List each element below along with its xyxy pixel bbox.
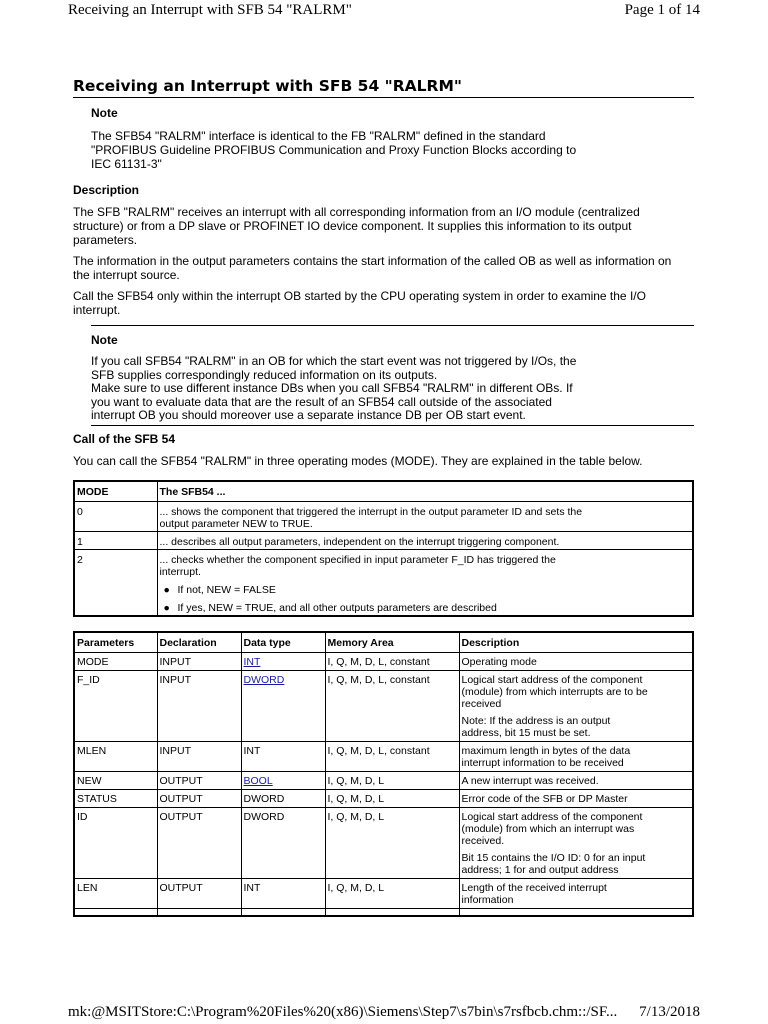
table-cell: Operating mode	[459, 652, 693, 670]
table-cell: LEN	[74, 878, 157, 908]
table-header-cell: MODE	[74, 481, 157, 502]
table-cell: INPUT	[157, 741, 241, 771]
table-cell: I, Q, M, D, L, constant	[325, 741, 459, 771]
table-cell	[241, 908, 325, 916]
mode-table	[73, 480, 694, 617]
note-heading: Note	[91, 106, 118, 120]
table-cell: OUTPUT	[157, 878, 241, 908]
table-cell: I, Q, M, D, L	[325, 878, 459, 908]
table-cell: OUTPUT	[157, 807, 241, 878]
call-paragraph: You can call the SFB54 "RALRM" in three operating modes (MODE). They are explained in the table below.	[73, 453, 643, 468]
list-item: ● If yes, NEW = TRUE, and all other outputs parameters are described	[163, 601, 497, 614]
table-row	[74, 501, 693, 531]
table-row	[74, 549, 693, 616]
print-header-title: Receiving an Interrupt with SFB 54 "RALRM"	[68, 2, 352, 18]
table-row	[74, 531, 693, 549]
table-cell: Logical start address of the component (module) from which an interrupt was received. Bit 15 contains the I/O ID: 0 for an input address; 1 for and output address	[459, 807, 693, 878]
table-cell	[241, 670, 325, 741]
table-row	[74, 789, 693, 807]
table-cell: I, Q, M, D, L	[325, 771, 459, 789]
table-header-cell: Declaration	[157, 632, 241, 653]
print-footer-date: 7/13/2018	[639, 1004, 700, 1020]
table-cell: INT	[241, 741, 325, 771]
table-cell: STATUS	[74, 789, 157, 807]
table-cell: maximum length in bytes of the data interrupt information to be received	[459, 741, 693, 771]
table-row	[74, 908, 693, 916]
table-cell: INT	[241, 878, 325, 908]
note-heading: Note	[91, 333, 118, 347]
table-row	[74, 670, 693, 741]
table-cell: Error code of the SFB or DP Master	[459, 789, 693, 807]
table-header-row	[74, 481, 693, 502]
page-title: Receiving an Interrupt with SFB 54 "RALRM"	[73, 76, 694, 98]
table-cell	[74, 908, 157, 916]
table-cell: A new interrupt was received.	[459, 771, 693, 789]
note-text: If you call SFB54 "RALRM" in an OB for which the start event was not triggered by I/Os, the SFB supplies correspondingly reduced information on its outputs. Make sure to use different instance DBs when you call SFB54 "RALRM" in different OBs. If you want to evaluate data that are the result of an SFB54 call outside of the associated interrupt OB you should moreover use a separate instance DB per OB start event.	[91, 354, 577, 422]
table-header-cell: Parameters	[74, 632, 157, 653]
table-cell: ... checks whether the component specified in input parameter F_ID has triggered the interrupt. ● If not, NEW = FALSE ● If yes, NEW = TRUE, and all other outputs parameters are described	[157, 549, 693, 616]
description-heading: Description	[73, 183, 140, 197]
table-cell: OUTPUT	[157, 789, 241, 807]
note-block-1	[91, 106, 694, 171]
table-row	[74, 652, 693, 670]
list-item: ● If not, NEW = FALSE	[163, 583, 276, 596]
data-type-link[interactable]: DWORD	[243, 673, 285, 686]
table-cell	[241, 771, 325, 789]
bullet-icon: ●	[163, 601, 170, 614]
table-cell	[459, 908, 693, 916]
cell-note: Bit 15 contains the I/O ID: 0 for an input address; 1 for and output address	[461, 851, 646, 876]
table-cell: 0	[74, 501, 157, 531]
print-header-page-number: Page 1 of 14	[624, 2, 700, 18]
table-cell: Logical start address of the component (module) from which interrupts are to be received Note: If the address is an output address, bit 15 must be set.	[459, 670, 693, 741]
print-header	[68, 2, 700, 22]
table-header-cell: Memory Area	[325, 632, 459, 653]
table-cell	[325, 908, 459, 916]
table-cell: 1	[74, 531, 157, 549]
data-type-link[interactable]: INT	[243, 655, 261, 668]
table-cell: ... describes all output parameters, independent on the interrupt triggering component.	[157, 531, 693, 549]
note-text: The SFB54 "RALRM" interface is identical to the FB "RALRM" defined in the standard "PROFIBUS Guideline PROFIBUS Communication and Proxy Function Blocks according to IEC 61131-3"	[91, 129, 577, 171]
document-body	[73, 76, 694, 917]
print-footer-url: mk:@MSITStore:C:\Program%20Files%20(x86)\Siemens\Step7\s7bin\s7rsfbcb.chm::/SF...	[68, 1004, 618, 1020]
data-type-link[interactable]: BOOL	[243, 774, 273, 787]
table-cell: INPUT	[157, 652, 241, 670]
call-heading: Call of the SFB 54	[73, 431, 176, 446]
table-cell: ID	[74, 807, 157, 878]
table-cell: DWORD	[241, 789, 325, 807]
bullet-icon: ●	[163, 583, 170, 596]
table-cell: I, Q, M, D, L	[325, 807, 459, 878]
table-header-cell: Description	[459, 632, 693, 653]
parameter-table	[73, 631, 694, 918]
table-header-cell: The SFB54 ...	[157, 481, 693, 502]
description-paragraph: The information in the output parameters contains the start information of the called OB as well as information on the interrupt source.	[73, 254, 672, 282]
table-cell: NEW	[74, 771, 157, 789]
table-cell: 2	[74, 549, 157, 616]
table-cell	[241, 652, 325, 670]
table-cell: Length of the received interrupt information	[459, 878, 693, 908]
table-cell: I, Q, M, D, L, constant	[325, 652, 459, 670]
description-paragraph: Call the SFB54 only within the interrupt OB started by the CPU operating system in order to examine the I/O interrupt.	[73, 289, 646, 317]
table-cell: DWORD	[241, 807, 325, 878]
description-paragraph: The SFB "RALRM" receives an interrupt with all corresponding information from an I/O module (centralized structure) or from a DP slave or PROFINET IO device component. It supplies this information to its output parameters.	[73, 205, 640, 247]
table-cell: I, Q, M, D, L, constant	[325, 670, 459, 741]
table-cell: MLEN	[74, 741, 157, 771]
table-row	[74, 807, 693, 878]
table-cell	[157, 908, 241, 916]
table-cell: INPUT	[157, 670, 241, 741]
table-cell: OUTPUT	[157, 771, 241, 789]
table-cell: MODE	[74, 652, 157, 670]
table-cell: F_ID	[74, 670, 157, 741]
table-cell: I, Q, M, D, L	[325, 789, 459, 807]
table-row	[74, 878, 693, 908]
note-block-2	[91, 325, 694, 426]
print-footer	[68, 1004, 700, 1024]
cell-note: Note: If the address is an output address, bit 15 must be set.	[461, 714, 611, 739]
table-row	[74, 741, 693, 771]
table-cell: ... shows the component that triggered the interrupt in the output parameter ID and sets the output parameter NEW to TRUE.	[157, 501, 693, 531]
table-header-row	[74, 632, 693, 653]
table-header-cell: Data type	[241, 632, 325, 653]
table-row	[74, 771, 693, 789]
